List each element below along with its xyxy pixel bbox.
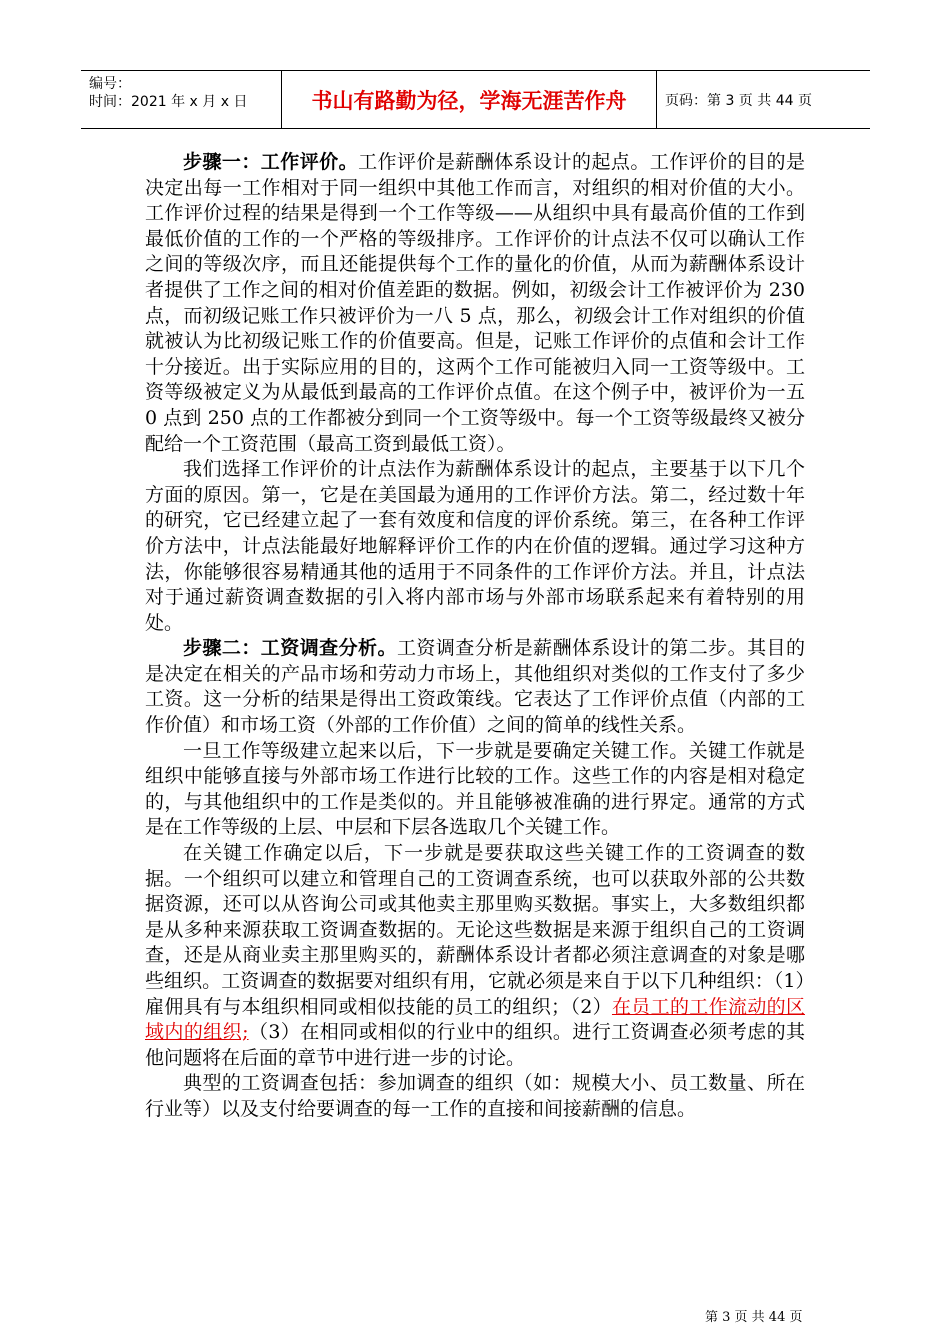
survey-link[interactable]: 在员工的工作流动的区域内的组织; (145, 995, 805, 1044)
document-body (145, 150, 805, 1123)
step-two-text: 工资调查分析是薪酬体系设计的第二步。其目的是决定在相关的产品市场和劳动力市场上，其他组织对类似的工作支付了多少工资。这一分析的结果是得出工资政策线。它表达了工作评价点值（内部的工作价值）和市场工资（外部的工作价值）之间的简单的线性关系。 (145, 637, 805, 737)
survey-text-part-a: 在关键工作确定以后，下一步就是要获取这些关键工作的工资调查的数据。一个组织可以建立和管理自己的工资调查系统，也可以获取外部的公共数据资源，还可以从咨询公司或其他卖主那里购买数据。事实上，大多数组织都是从多种来源获取工资调查数据的。无论这些数据是来源于组织自己的工资调查，还是从商业卖主那里购买的，薪酬体系设计者都必须注意调查的对象是哪些组织。工资调查的数据要对组织有用，它就必须是来自于以下几种组织：（1）雇佣具有与本组织相同或相似技能的员工的组织；（2） (145, 842, 805, 1018)
paragraph-survey-data (145, 841, 805, 1071)
paragraph-key-jobs: 一旦工作等级建立起来以后，下一步就是要确定关键工作。关键工作就是组织中能够直接与外部市场工作进行比较的工作。这些工作的内容是相对稳定的，与其他组织中的工作是类似的。并且能够被准确的进行界定。通常的方式是在工作等级的上层、中层和下层各选取几个关键工作。 (145, 739, 805, 839)
header-number-label: 编号： (89, 76, 131, 92)
step-two-heading: 步骤二：工资调查分析。 (183, 637, 397, 660)
header-motto: 书山有路勤为径，学海无涯苦作舟 (311, 88, 627, 113)
header-meta (81, 71, 281, 128)
page-footer: 第 3 页 共 44 页 (705, 1310, 803, 1325)
page-header (81, 70, 870, 129)
paragraph-step-two (145, 636, 805, 738)
step-one-heading: 步骤一：工作评价。 (183, 151, 359, 173)
step-one-text: 工作评价是薪酬体系设计的起点。工作评价的目的是决定出每一工作相对于同一组织中其他工作而言，对组织的相对价值的大小。工作评价过程的结果是得到一个工作等级——从组织中具有最高价值的工作到最低价值的工作的一个严格的等级排序。工作评价的计点法不仅可以确认工作之间的等级次序，而且还能提供每个工作的量化的价值，从而为薪酬体系设计者提供了工作之间的相对价值差距的数据。例如，初级会计工作被评价为 230 点，而初级记账工作只被评价为一八 5 点，那么，初级会计工作对组织的价值就被认为比初级记账工作的价值要高。但是，记账工作评价的点值和会计工作十分接近。出于实际应用的目的，这两个工作可能被归入同一工资等级中。工资等级被定义为从最低到最高的工作评价点值。在这个例子中，被评价为一五 0 点到 250 点的工作都被分到同一个工资等级中。每一个工资等级最终又被分配给一个工资范围（最高工资到最低工资）。 (145, 151, 805, 455)
paragraph-reasons: 我们选择工作评价的计点法作为薪酬体系设计的起点，主要基于以下几个方面的原因。第一，它是在美国最为通用的工作评价方法。第二，经过数十年的研究，它已经建立起了一套有效度和信度的评价系统。第三，在各种工作评价方法中，计点法能最好地解释评价工作的内在价值的逻辑。通过学习这种方法，你能够很容易精通其他的适用于不同条件的工作评价方法。并且，计点法对于通过薪资调查数据的引入将内部市场与外部市场联系起来有着特别的用处。 (145, 458, 805, 634)
header-page-label: 页码：第 3 页 共 44 页 (665, 92, 812, 109)
paragraph-step-one (145, 150, 805, 457)
survey-text-part-b: （3）在相同或相似的行业中的组织。进行工资调查必须考虑的其他问题将在后面的章节中进行进一步的讨论。 (145, 1021, 806, 1069)
paragraph-typical-survey: 典型的工资调查包括：参加调查的组织（如：规模大小、员工数量、所在行业等）以及支付给要调查的每一工作的直接和间接薪酬的信息。 (145, 1072, 805, 1120)
header-time-label: 时间：2021 年 x 月 x 日 (89, 94, 248, 110)
